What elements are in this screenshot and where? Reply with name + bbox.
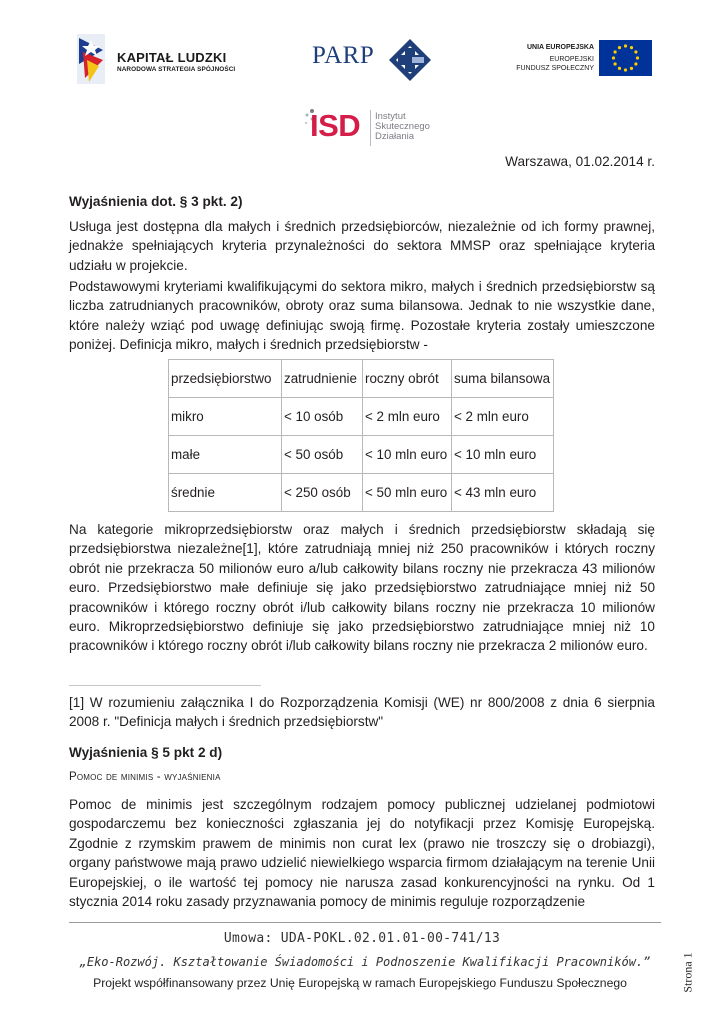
isd-line2: Skutecznego: [375, 121, 430, 132]
table-cell: średnie: [169, 474, 282, 512]
section1-para1: Usługa jest dostępna dla małych i średnich przedsiębiorców, niezależnie od ich formy prawnej, jednakże spełniających kryteria przynależności do sektora MMSP oraz spełniające kryteria udziału w projekcie.: [69, 219, 655, 273]
footer-contract: Umowa: UDA-POKL.02.01.01-00-741/13: [223, 931, 501, 946]
section2-heading: Wyjaśnienia § 5 pkt 2 d): [69, 745, 223, 760]
parp-logo: [312, 38, 434, 82]
isd-logo: [302, 104, 442, 152]
kapital-ludzki-emblem-icon: [73, 32, 109, 86]
footnote: [1] W rozumieniu załącznika I do Rozporządzenia Komisji (WE) nr 800/2008 z dnia 6 sierpnia 2008 r. "Definicja małych i średnich przedsiębiorstw": [69, 695, 655, 730]
table-header-row: [169, 360, 554, 398]
table-cell: małe: [169, 436, 282, 474]
table-cell: < 50 osób: [282, 436, 363, 474]
section1-para2: Podstawowymi kryteriami kwalifikującymi do sektora mikro, małych i średnich przedsiębiorstw są liczba zatrudnianych pracowników, obroty oraz suma bilansowa. Jednak to nie wszystkie dane, które należy wziąć pod uwagę definiując swoją firmę. Pozostałe kryteria zostały umieszczone poniżej. Definicja mikro, małych i średnich przedsiębiorstw -: [69, 279, 655, 353]
sme-definition-paragraph: Na kategorie mikroprzedsiębiorstw oraz małych i średnich przedsiębiorstw składają się przedsiębiorstwa niezależne[1], które zatrudniają mniej niż 250 pracowników i których roczny obrót nie przekracza 50 milionów euro a/lub całkowity bilans roczny nie przekracza 43 milionów euro. Przedsiębiorstwo małe definiuje się jako przedsiębiorstwo zatrudniające mniej niż 50 pracowników i którego roczny obrót i/lub całkowity bilans roczny nie przekracza 10 milionów euro. Mikroprzedsiębiorstwo definiuje się jako przedsiębiorstwo zatrudniające mniej niż 10 pracowników i którego roczny obrót i/lub całkowity bilans roczny nie przekracza 2 milionów euro.: [69, 522, 655, 654]
isd-wordmark: ISD: [310, 108, 361, 143]
eu-line3: FUNDUSZ SPOŁECZNY: [516, 65, 594, 72]
eu-logo: [505, 40, 652, 76]
page-number: Strona 1: [680, 952, 695, 993]
kapital-ludzki-subtitle: NARODOWA STRATEGIA SPÓJNOŚCI: [117, 66, 236, 73]
table-cell: < 2 mln euro: [363, 398, 452, 436]
sme-criteria-table: [168, 359, 554, 512]
table-cell: < 50 mln euro: [363, 474, 452, 512]
table-row: [169, 398, 554, 436]
kapital-ludzki-logo: [73, 32, 243, 86]
isd-line1: Instytut: [375, 111, 406, 122]
table-cell: < 10 mln euro: [363, 436, 452, 474]
kapital-ludzki-title: KAPITAŁ LUDZKI: [117, 50, 227, 65]
footnote-divider: [69, 685, 261, 686]
eu-title: UNIA EUROPEJSKA: [526, 44, 594, 51]
table-header-cell: roczny obrót: [363, 360, 452, 398]
isd-divider: [370, 110, 371, 146]
section2-subheading: Pomoc de minimis - wyjaśnienia: [69, 771, 221, 783]
table-row: [169, 474, 554, 512]
footer-cofinance: Projekt współfinansowany przez Unię Europejską w ramach Europejskiego Funduszu Społecznego: [93, 976, 627, 990]
table-cell: < 10 mln euro: [452, 436, 554, 474]
table-cell: < 2 mln euro: [452, 398, 554, 436]
isd-line3: Działania: [375, 131, 415, 142]
table-cell: mikro: [169, 398, 282, 436]
table-row: [169, 436, 554, 474]
table-cell: < 43 mln euro: [452, 474, 554, 512]
de-minimis-paragraph: Pomoc de minimis jest szczególnym rodzajem pomocy publicznej udzielanej podmiotowi gospodarczemu bez konieczności zgłaszania jej do notyfikacji przez Komisję Europejską. Zgodnie z rzymskim prawem de minimis non curat lex (prawo nie troszczy się o drobiazgi), organy państwowe mają prawo udzielić niewielkiego wsparcia firmom działającym na terenie Unii Europejskiej, o ile wartość tej pomocy nie narusza zasad konkurencyjności na rynku. Od 1 stycznia 2014 roku zasady przyznawania pomocy de minimis reguluje rozporządzenie: [69, 797, 655, 910]
date-line: Warszawa, 01.02.2014 r.: [505, 154, 655, 169]
eu-flag-icon: [599, 40, 652, 76]
table-header-cell: przedsiębiorstwo: [169, 360, 282, 398]
table-cell: < 250 osób: [282, 474, 363, 512]
footer-divider: [69, 922, 661, 923]
table-cell: < 10 osób: [282, 398, 363, 436]
footer-project-title: „Eko-Rozwój. Kształtowanie Świadomości i Podnoszenie Kwalifikacji Pracowników.”: [79, 955, 651, 969]
eu-line2: EUROPEJSKI: [549, 56, 594, 63]
parp-diamond-icon: [388, 38, 432, 82]
section1-heading: Wyjaśnienia dot. § 3 pkt. 2): [69, 194, 243, 209]
table-header-cell: zatrudnienie: [282, 360, 363, 398]
parp-wordmark: PARP: [312, 42, 375, 69]
table-header-cell: suma bilansowa: [452, 360, 554, 398]
